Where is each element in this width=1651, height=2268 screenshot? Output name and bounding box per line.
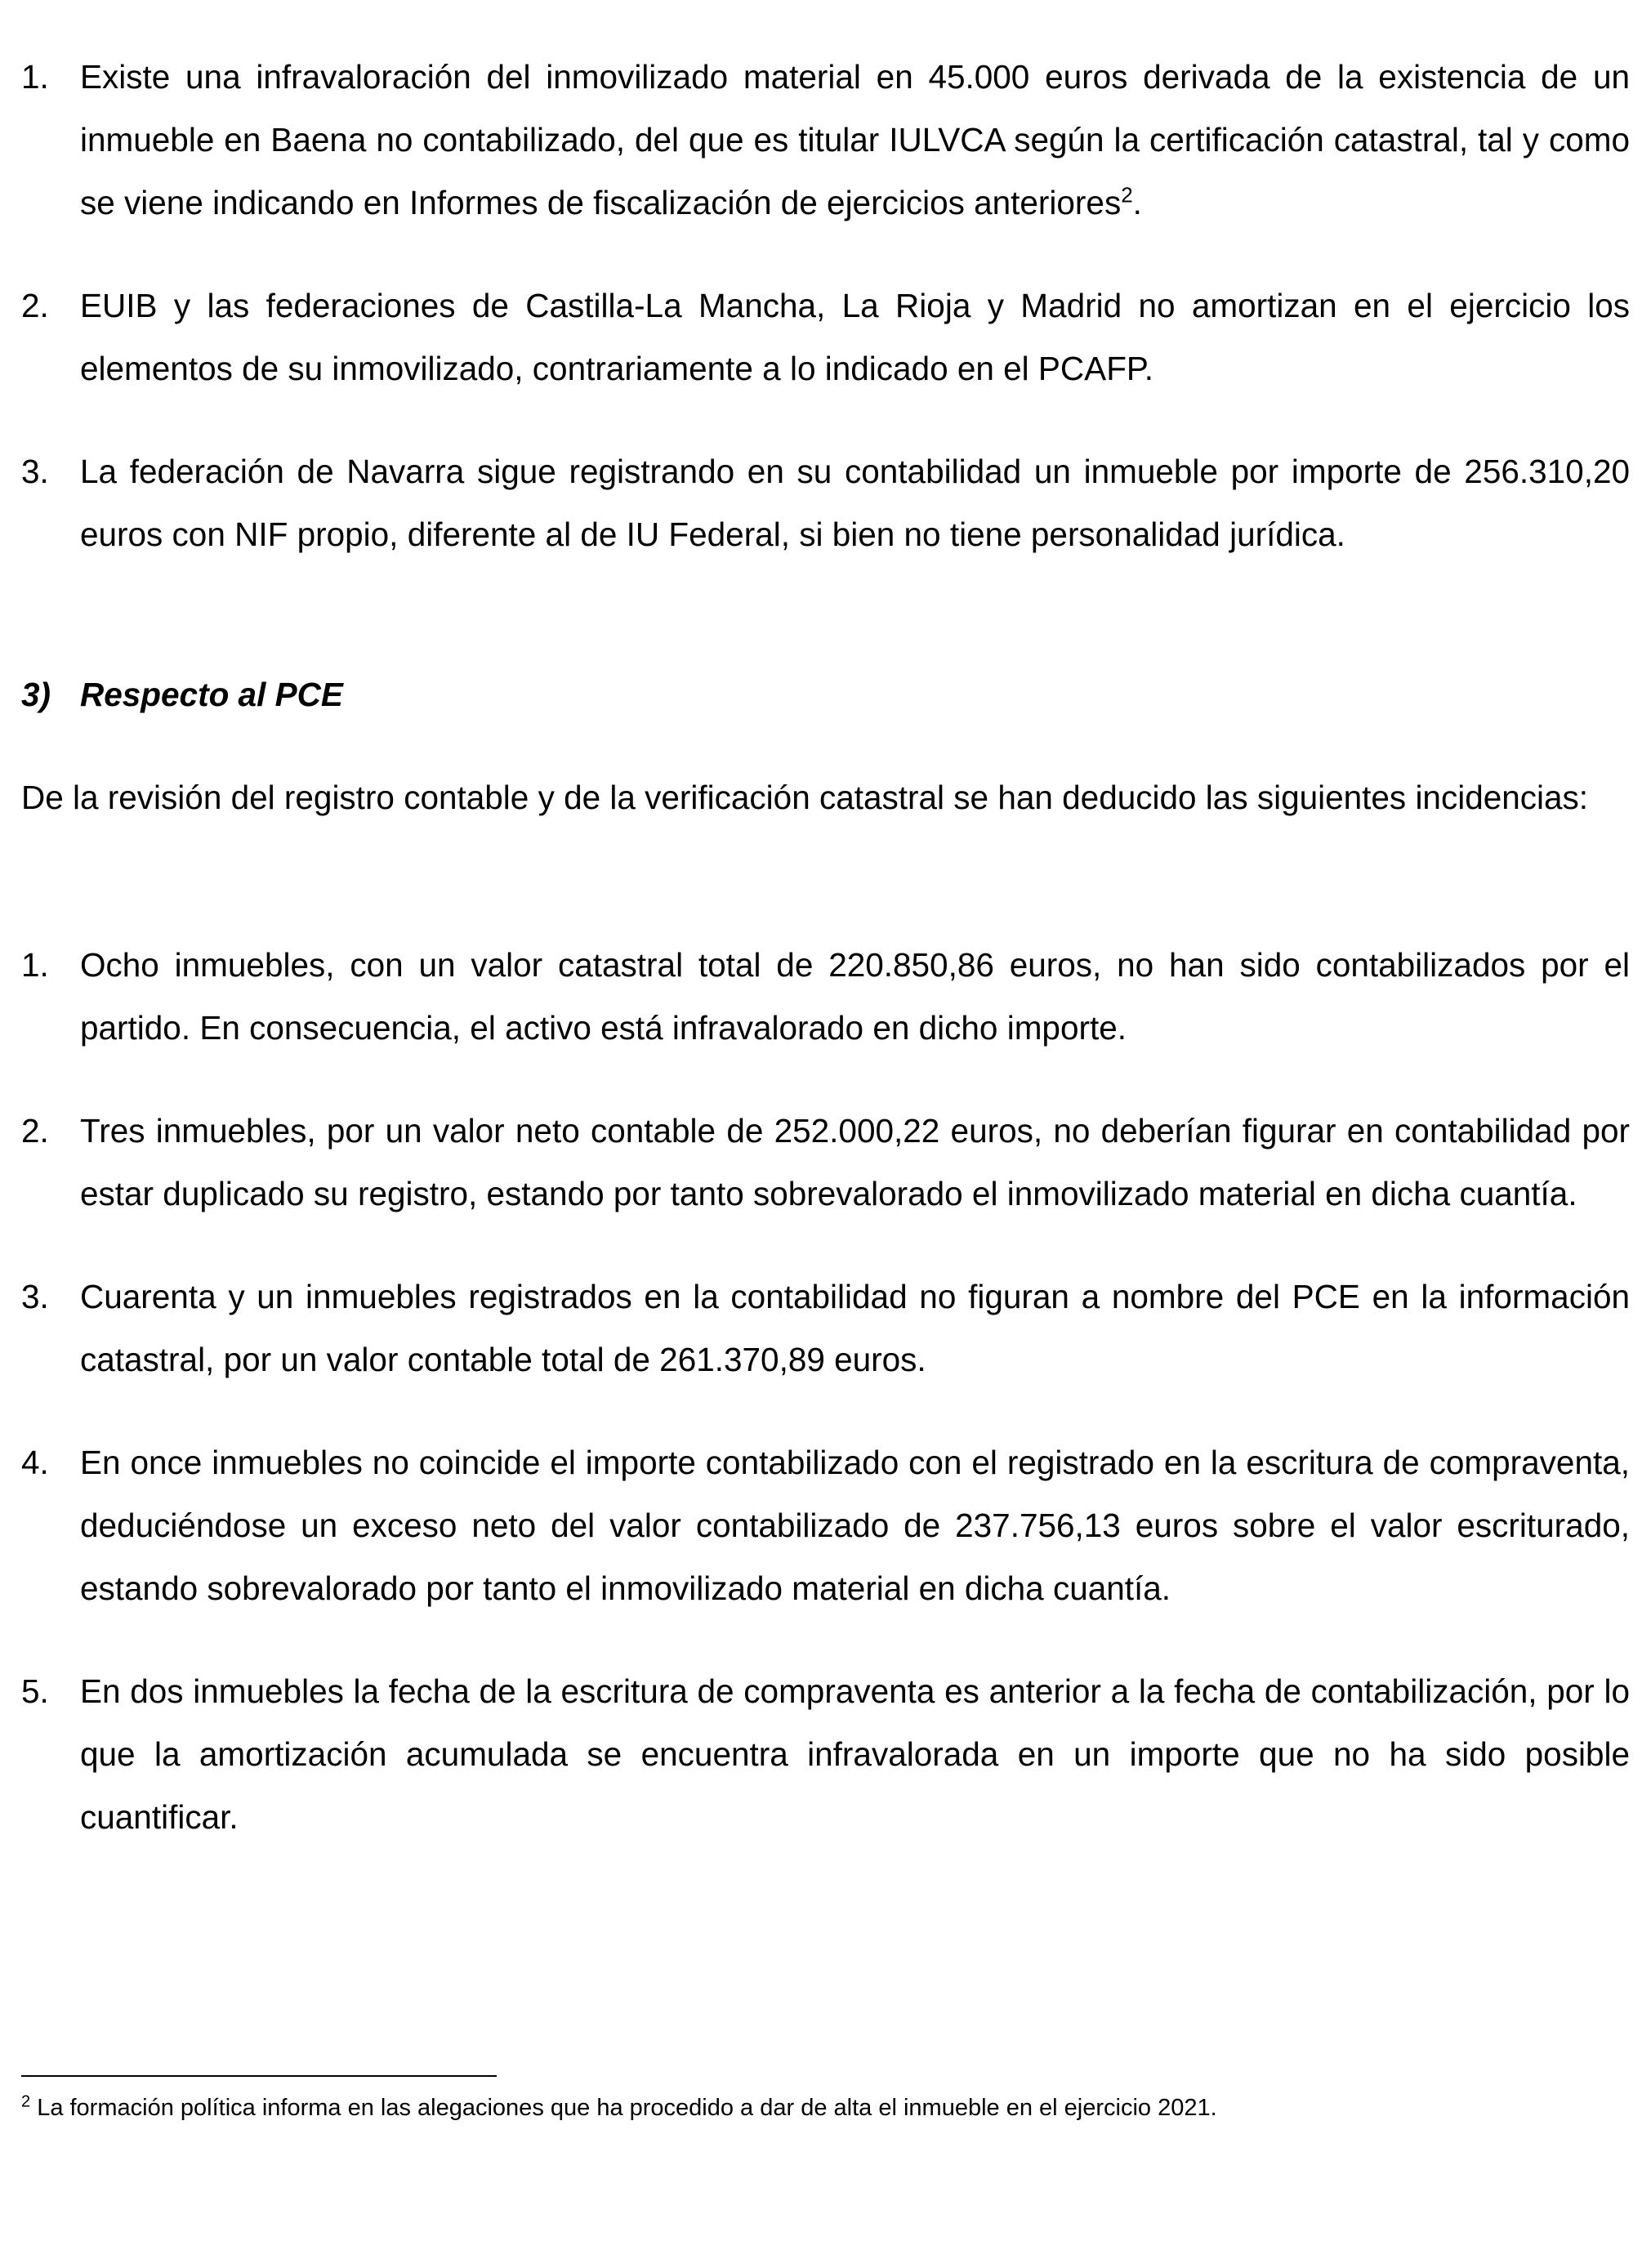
list-item-text: Tres inmuebles, por un valor neto contable de 252.000,22 euros, no deberían figurar en contabilidad por estar duplicado su registro, estando por tanto sobrevalorado el inmovilizado material en dicha cuantía.	[80, 1112, 1630, 1212]
list-item-text: En dos inmuebles la fecha de la escritura de compraventa es anterior a la fecha de contabilización, por lo que la amortización acumulada se encuentra infravalorada en un importe que no ha sido posible cuantificar.	[80, 1672, 1630, 1836]
list-item-text: Ocho inmuebles, con un valor catastral total de 220.850,86 euros, no han sido contabilizados por el partido. En consecuencia, el activo está infravalorado en dicho importe.	[80, 946, 1630, 1047]
numbered-list-iu	[21, 46, 1630, 566]
list-item-text: Cuarenta y un inmuebles registrados en la contabilidad no figuran a nombre del PCE en la información catastral, por un valor contable total de 261.370,89 euros.	[80, 1278, 1630, 1378]
list-item-text: La federación de Navarra sigue registrando en su contabilidad un inmueble por importe de 256.310,20 euros con NIF propio, diferente al de IU Federal, si bien no tiene personalidad jurídica.	[80, 453, 1630, 553]
list-item-text	[80, 46, 1630, 234]
intro-paragraph: De la revisión del registro contable y de la verificación catastral se han deducido las siguientes incidencias:	[21, 779, 1589, 816]
list-item-number: 3.	[21, 1278, 49, 1315]
section-heading-number: 3)	[21, 676, 51, 713]
footnote-marker: 2	[21, 2092, 31, 2111]
list-item	[21, 46, 1630, 234]
list-item-number: 2.	[21, 287, 49, 324]
list-item-text: En once inmuebles no coincide el importe contabilizado con el registrado en la escritura de compraventa, deduciéndose un exceso neto del valor contabilizado de 237.756,13 euros sobre el valor escriturado, estando sobrevalorado por tanto el inmovilizado material en dicha cuantía.	[80, 1444, 1630, 1607]
list-item	[21, 1266, 1630, 1391]
list-item	[21, 1660, 1630, 1849]
list-item-number: 3.	[21, 453, 49, 490]
footnote-text: La formación política informa en las alegaciones que ha procedido a dar de alta el inmueble en el ejercicio 2021.	[37, 2095, 1217, 2121]
list-item-number: 2.	[21, 1112, 49, 1150]
list-item-text: EUIB y las federaciones de Castilla-La Mancha, La Rioja y Madrid no amortizan en el ejercicio los elementos de su inmovilizado, contrariamente a lo indicado en el PCAFP.	[80, 287, 1630, 387]
list-item	[21, 440, 1630, 566]
section-heading-title: Respecto al PCE	[80, 676, 343, 713]
list-item-number: 1.	[21, 946, 49, 984]
numbered-list-pce	[21, 934, 1630, 1849]
list-item-number: 4.	[21, 1444, 49, 1481]
list-item-tail: .	[1132, 184, 1142, 221]
list-item	[21, 1431, 1630, 1620]
footnote	[21, 2093, 1630, 2123]
list-item-body: Existe una infravaloración del inmovilizado material en 45.000 euros derivada de la existencia de un inmueble en Baena no contabilizado, del que es titular IULVCA según la certificación catastral, tal y como se viene indicando en Informes de fiscalización de ejercicios anteriores	[80, 58, 1630, 221]
list-item	[21, 1100, 1630, 1226]
list-item-number: 1.	[21, 58, 49, 96]
footnote-separator	[21, 2075, 497, 2077]
footnote-reference[interactable]: 2	[1121, 182, 1133, 208]
list-item	[21, 275, 1630, 400]
list-item-number: 5.	[21, 1672, 49, 1710]
section-heading	[21, 663, 343, 726]
list-item	[21, 934, 1630, 1060]
